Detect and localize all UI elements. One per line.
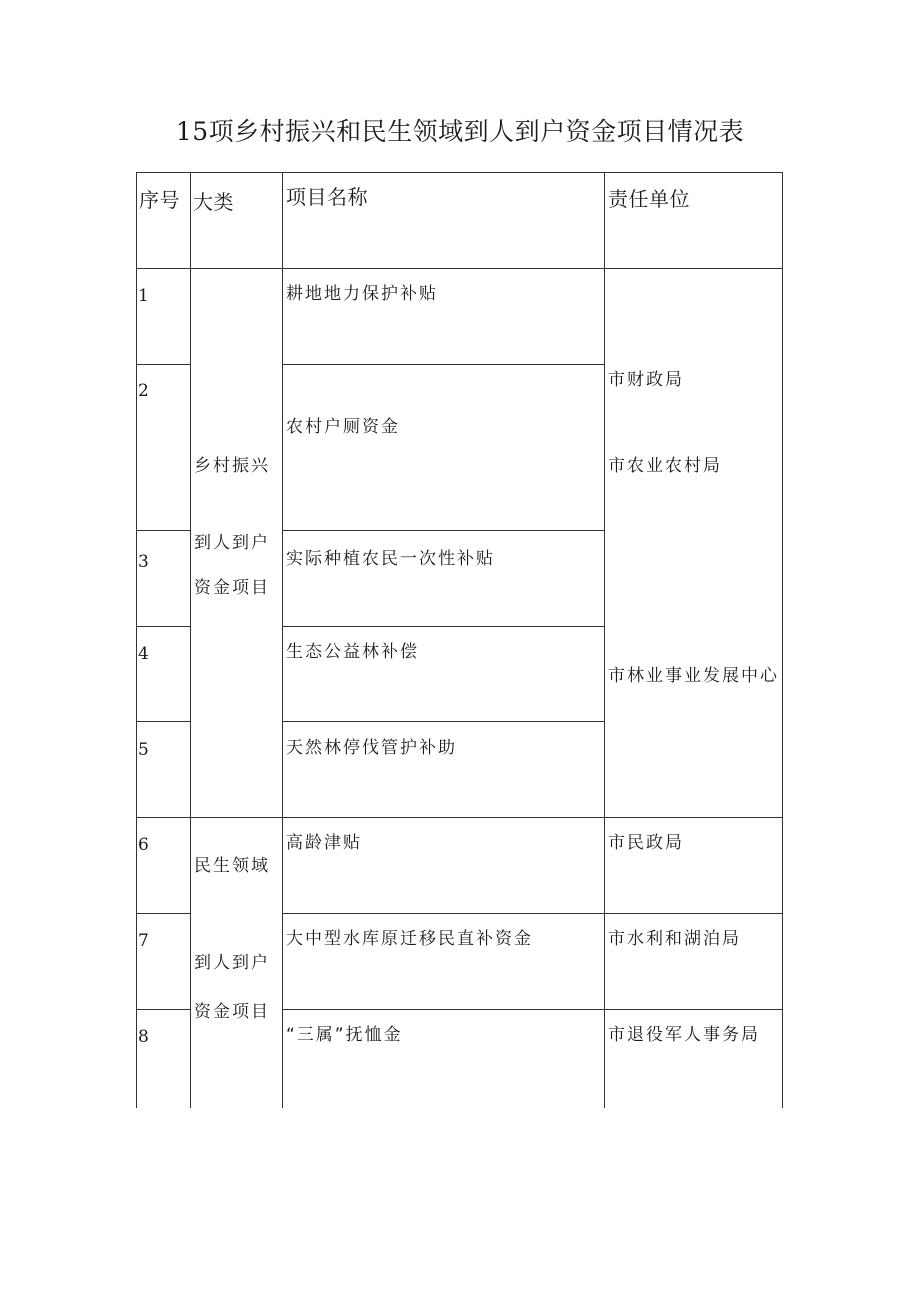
unit-finance: 市财政局 (608, 370, 684, 390)
unit-forestry: 市林业事业发展中心 (608, 666, 779, 686)
unit-civil-affairs: 市民政局 (608, 833, 684, 853)
header-project: 项目名称 (286, 185, 368, 209)
project-name-7: 大中型水库原迁移民直补资金 (286, 929, 533, 949)
project-name-2: 农村户厕资金 (286, 417, 400, 437)
row-index-5: 5 (138, 740, 149, 760)
header-category: 大类 (193, 190, 234, 214)
category-rural-line2: 到人到户 (194, 533, 270, 553)
row-index-4: 4 (138, 644, 149, 664)
category-livelihood-line1: 民生领域 (194, 856, 270, 876)
unit-agriculture: 市农业农村局 (608, 456, 722, 476)
category-livelihood-line2: 到人到户 (194, 953, 270, 973)
row-index-3: 3 (138, 552, 149, 572)
row-index-6: 6 (138, 835, 149, 855)
row-index-7: 7 (138, 931, 149, 951)
category-livelihood-line3: 资金项目 (194, 1002, 270, 1022)
project-name-3: 实际种植农民一次性补贴 (286, 549, 495, 569)
row-index-2: 2 (138, 381, 149, 401)
project-name-8: “三属”抚恤金 (286, 1025, 403, 1045)
category-rural-line1: 乡村振兴 (194, 456, 270, 476)
unit-veterans: 市退役军人事务局 (608, 1025, 760, 1045)
page-title: 15项乡村振兴和民生领域到人到户资金项目情况表 (175, 117, 745, 146)
header-unit: 责任单位 (608, 187, 690, 211)
project-name-6: 高龄津贴 (286, 833, 362, 853)
project-name-5: 天然林停伐管护补助 (286, 738, 457, 758)
row-index-1: 1 (138, 286, 149, 306)
unit-water: 市水利和湖泊局 (608, 929, 741, 949)
project-name-1: 耕地地力保护补贴 (286, 284, 438, 304)
project-name-4: 生态公益林补偿 (286, 642, 419, 662)
category-rural-line3: 资金项目 (194, 578, 270, 598)
header-index: 序号 (139, 188, 180, 212)
row-index-8: 8 (138, 1027, 149, 1047)
